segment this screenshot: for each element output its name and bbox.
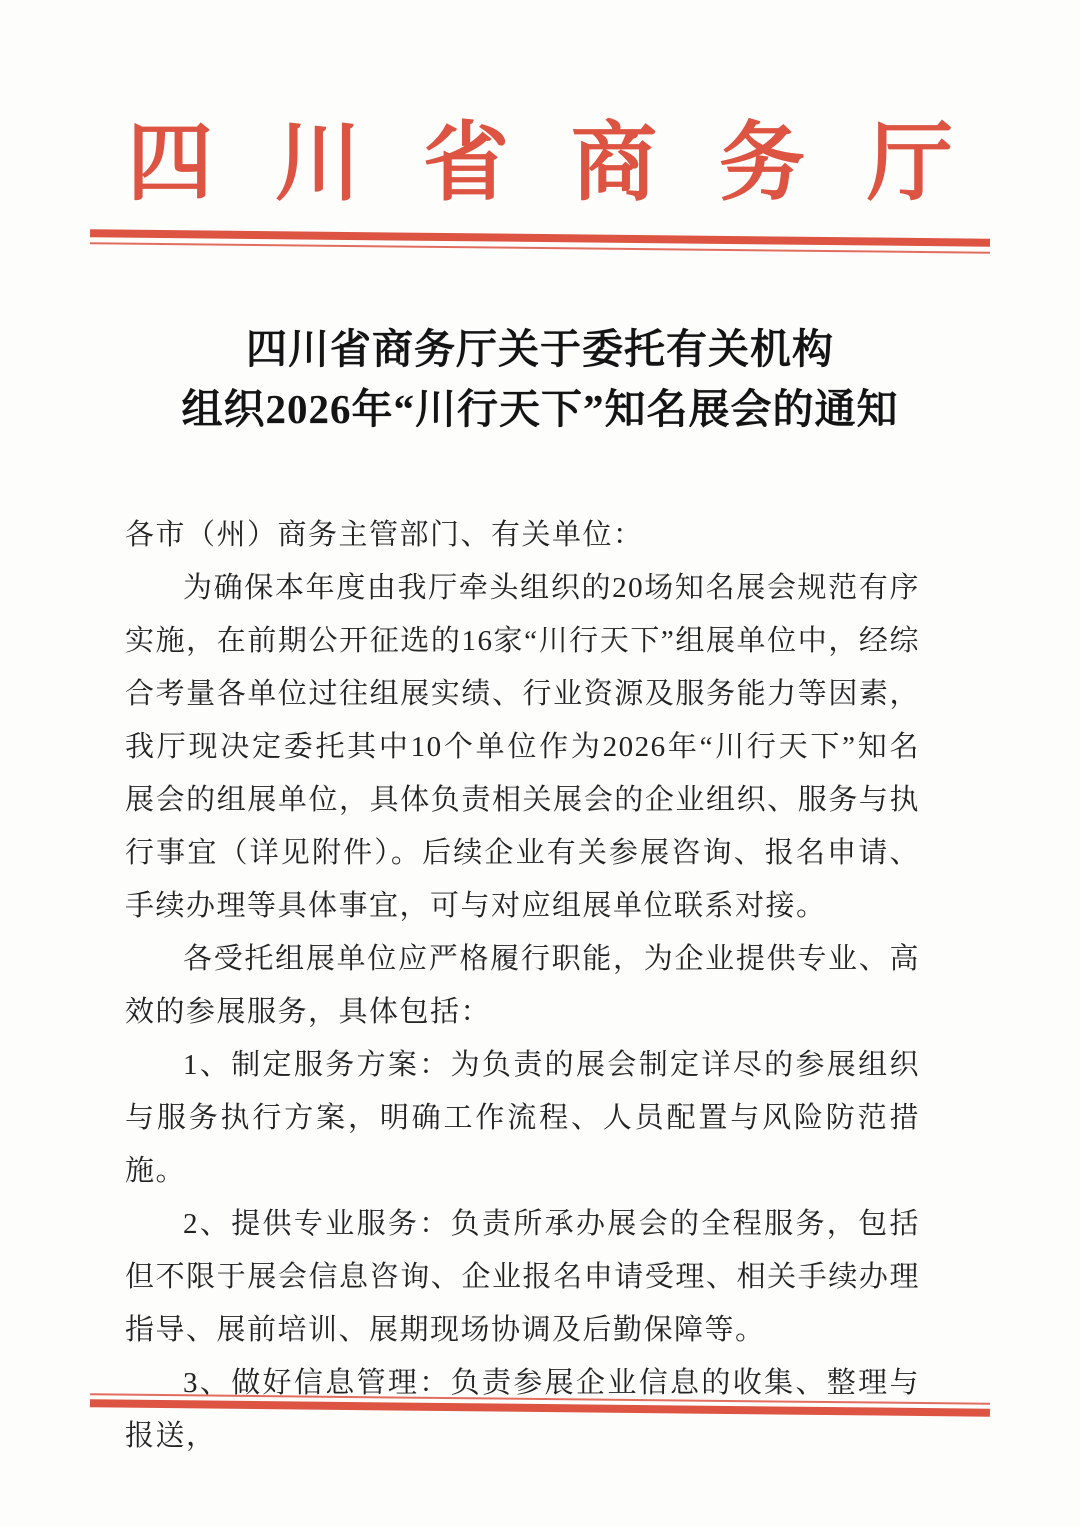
document-title: [0, 319, 1080, 439]
body-paragraph-4: 2、提供专业服务：负责所承办展会的全程服务，包括但不限于展会信息咨询、企业报名申请受理、相关手续办理指导、展前培训、展期现场协调及后勤保障等。: [125, 1207, 920, 1346]
body-paragraph-1: 为确保本年度由我厅牵头组织的20场知名展会规范有序实施，在前期公开征选的16家“川行天下”组展单位中，经综合考量各单位过往组展实绩、行业资源及服务能力等因素，我厅现决定委托其中10个单位作为2026年“川行天下”知名展会的组展单位，具体负责相关展会的企业组织、服务与执行事宜（详见附件）。后续企业有关参展咨询、报名申请、手续办理等具体事宜，可与对应组展单位联系对接。: [125, 571, 920, 922]
body-paragraph-3: 1、制定服务方案：为负责的展会制定详尽的参展组织与服务执行方案，明确工作流程、人员配置与风险防范措施。: [125, 1048, 920, 1187]
header-divider: [90, 229, 990, 253]
letterhead: [0, 0, 1080, 249]
salutation: 各市（州）商务主管部门、有关单位：: [125, 518, 644, 551]
document-body: [125, 509, 920, 1463]
document-title-line-1: 四川省商务厅关于委托有关机构: [246, 325, 834, 372]
body-paragraph-5: 3、做好信息管理：负责参展企业信息的收集、整理与报送，: [125, 1366, 920, 1452]
agency-name: 四川省商务厅: [127, 115, 1015, 211]
document-title-line-2: 组织2026年“川行天下”知名展会的通知: [181, 385, 899, 432]
body-paragraph-2: 各受托组展单位应严格履行职能，为企业提供专业、高效的参展服务，具体包括：: [125, 942, 920, 1028]
